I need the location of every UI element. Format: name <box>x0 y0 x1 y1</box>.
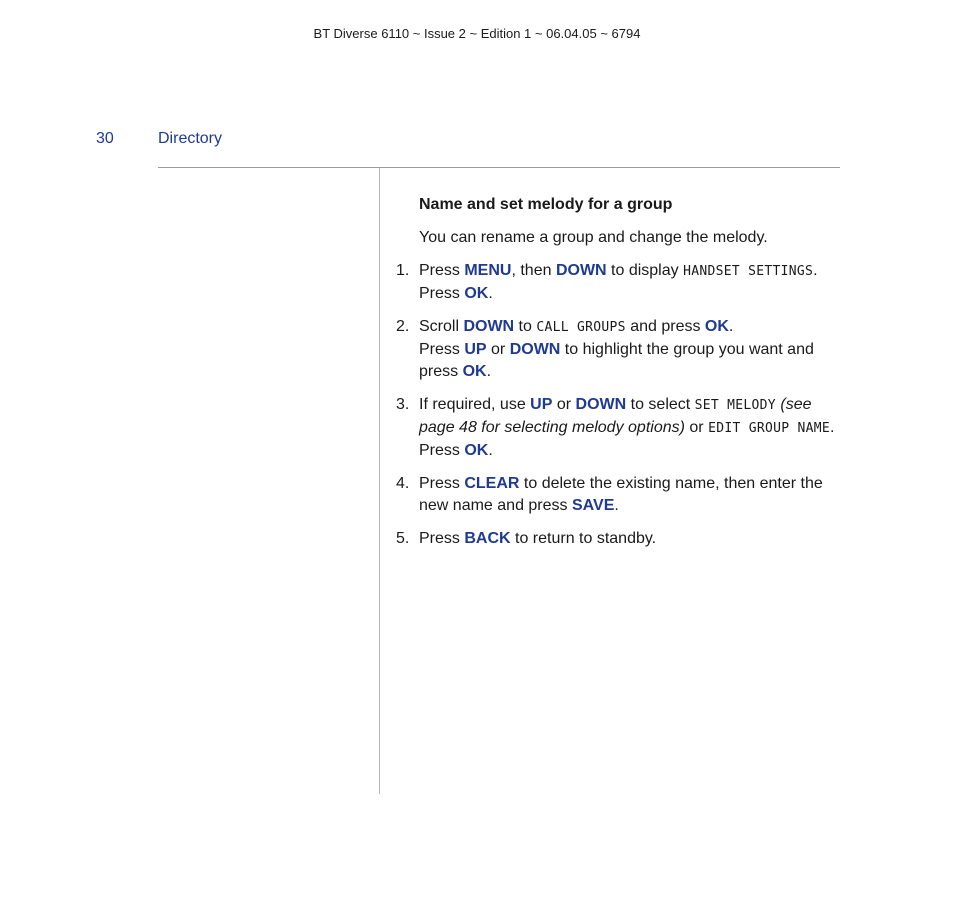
step-text: Press <box>419 475 465 492</box>
step-text: . <box>614 497 619 514</box>
step-text: and press <box>625 318 705 335</box>
key-ok: OK <box>464 285 489 302</box>
step-number: 5. <box>396 530 410 547</box>
step-text: Press <box>419 341 465 358</box>
display-text-set-melody: SET MELODY <box>694 398 776 413</box>
page-number: 30 <box>96 130 114 147</box>
step-text: to return to standby. <box>510 530 657 547</box>
step-3 <box>396 394 841 462</box>
key-down: DOWN <box>555 262 607 279</box>
step-text: to delete the existing name, then enter the new name and press <box>419 475 823 514</box>
intro-text: You can rename a group and change the melody. <box>419 229 768 246</box>
step-text: Press <box>419 530 465 547</box>
display-text-call-groups: CALL GROUPS <box>536 320 626 335</box>
step-text: . <box>488 285 493 302</box>
step-text: . Press <box>419 419 835 459</box>
display-text-edit-group-name: EDIT GROUP NAME <box>708 421 830 436</box>
step-4 <box>396 473 841 517</box>
column-divider <box>379 168 380 794</box>
step-text: . <box>728 318 734 335</box>
key-menu: MENU <box>464 262 512 279</box>
subsection-heading: Name and set melody for a group <box>419 196 673 213</box>
key-down: DOWN <box>575 396 627 413</box>
instructions-content <box>396 194 841 561</box>
key-up: UP <box>464 341 487 358</box>
step-number: 1. <box>396 262 410 279</box>
key-down: DOWN <box>509 341 561 358</box>
key-up: UP <box>530 396 553 413</box>
step-5 <box>396 528 841 550</box>
step-text: or <box>684 419 709 436</box>
step-text: to display <box>606 262 684 279</box>
step-text: . Press <box>419 262 818 302</box>
step-text: or <box>552 396 576 413</box>
steps-list <box>396 260 841 550</box>
step-text: to select <box>626 396 695 413</box>
key-save: SAVE <box>571 497 615 514</box>
step-text: If required, use <box>419 396 531 413</box>
key-ok: OK <box>462 363 487 380</box>
step-text: , then <box>511 262 556 279</box>
step-1 <box>396 260 841 305</box>
display-text-handset-settings: HANDSET SETTINGS <box>683 264 814 279</box>
step-text: to <box>514 318 537 335</box>
key-back: BACK <box>464 530 511 547</box>
step-number: 4. <box>396 475 410 492</box>
section-title: Directory <box>158 130 223 147</box>
key-ok: OK <box>704 318 729 335</box>
step-text: or <box>486 341 510 358</box>
step-text: . <box>486 363 492 380</box>
step-number: 2. <box>396 318 410 335</box>
melody-page-reference: (see page 48 for selecting melody options) <box>419 396 812 436</box>
step-text: Scroll <box>419 318 464 335</box>
header-divider <box>158 167 840 168</box>
key-down: DOWN <box>463 318 515 335</box>
key-clear: CLEAR <box>464 475 520 492</box>
step-text: . <box>488 442 493 459</box>
step-text: to highlight the group you want and press <box>419 341 814 380</box>
step-number: 3. <box>396 396 410 413</box>
step-text: Press <box>419 262 465 279</box>
step-2 <box>396 316 841 383</box>
key-ok: OK <box>464 442 489 459</box>
document-info-line: BT Diverse 6110 ~ Issue 2 ~ Edition 1 ~ 06.04.05 ~ 6794 <box>313 26 641 41</box>
